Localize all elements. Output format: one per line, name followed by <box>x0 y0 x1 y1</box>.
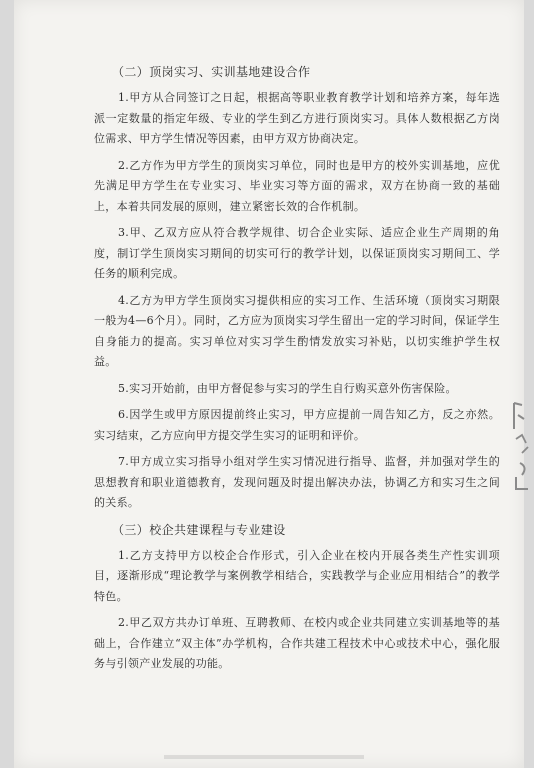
paragraph-3-2: 2.甲乙双方共办订单班、互聘教师、在校内或企业共同建立实训基地等的基础上，合作建立“双主体”办学机构，合作共建工程技术中心或技术中心，强化服务与引领产业发展的功能。 <box>94 616 500 670</box>
paragraph-2-4: 4.乙方为甲方学生顶岗实习提供相应的实习工作、生活环境（顶岗实习期限一般为4—6个月）。同时，乙方应为顶岗实习学生留出一定的学习时间，保证学生自身能力的提高。实习单位对实习学生酌情发放实习补贴，以切实维护学生权益。 <box>94 293 500 368</box>
document-page <box>14 0 524 768</box>
scan-smudge-icon <box>164 752 364 762</box>
paragraph-3-1: 1.乙方支持甲方以校企合作形式，引入企业在校内开展各类生产性实训项目，逐渐形成“理论教学与案例教学相结合，实践教学与企业应用相结合”的教学特色。 <box>94 548 500 603</box>
paragraph-2-3: 3.甲、乙双方应从符合教学规律、切合企业实际、适应企业生产周期的角度，制订学生顶岗实习期间的切实可行的教学计划，以保证顶岗实习期间工、学任务的顺利完成。 <box>94 226 500 280</box>
paragraph-2-2: 2.乙方作为甲方学生的顶岗实习单位，同时也是甲方的校外实训基地，应优先满足甲方学生在专业实习、毕业实习等方面的需求，双方在协商一致的基础上，本着共同发展的原则，建立紧密长效的合作机制。 <box>94 158 500 213</box>
paragraph-2-1: 1.甲方从合同签订之日起，根据高等职业教育教学计划和培养方案，每年选派一定数量的指定年级、专业的学生到乙方进行顶岗实习。具体人数根据乙方岗位需求、甲方学生情况等因素，由甲方双方协商决定。 <box>94 91 500 145</box>
paragraph-2-6: 6.因学生或甲方原因提前终止实习，甲方应提前一周告知乙方，反之亦然。实习结束，乙方应向甲方提交学生实习的证明和评价。 <box>94 408 500 442</box>
seal-mark-icon <box>508 395 534 495</box>
section-heading-2: （二）顶岗实习、实训基地建设合作 <box>112 65 311 79</box>
paragraph-2-7: 7.甲方成立实习指导小组对学生实习情况进行指导、监督，并加强对学生的思想教育和职业道德教育，发现问题及时提出解决办法，协调乙方和实习生之间的关系。 <box>94 455 500 509</box>
section-heading-3: （三）校企共建课程与专业建设 <box>112 522 286 537</box>
paragraph-2-5: 5.实习开始前，由甲方督促参与实习的学生自行购买意外伤害保险。 <box>118 381 457 395</box>
document-body <box>94 62 500 681</box>
